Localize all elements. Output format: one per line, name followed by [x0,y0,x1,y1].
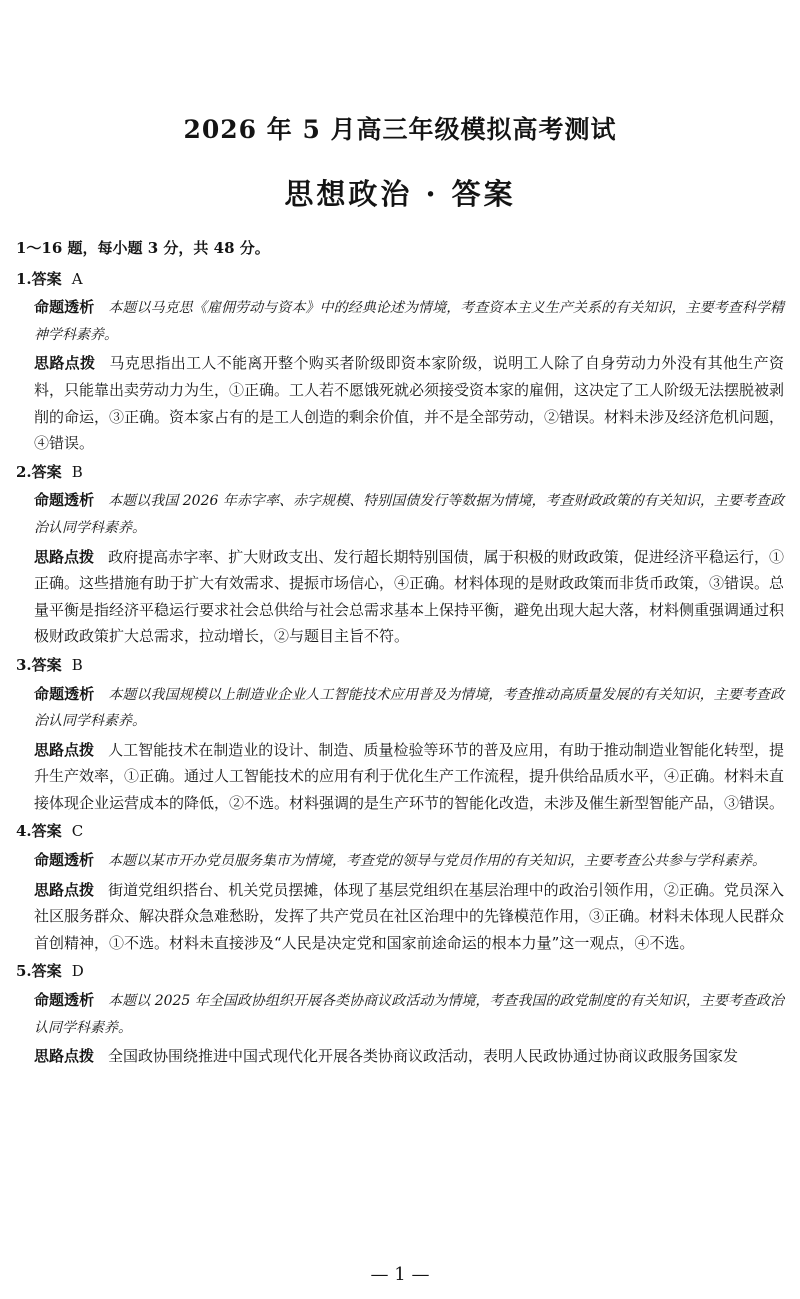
analysis-paragraph [34,847,784,875]
hint-text: 政府提高赤字率、扩大财政支出、发行超长期特别国债，属于积极的财政政策，促进经济平稳运行，①正确。这些措施有助于扩大有效需求、提振市场信心，④正确。材料体现的是财政政策而非货币政策，③错误。总量平衡是指经济平稳运行要求社会总供给与社会总需求基本上保持平衡，避免出现大起大落，材料侧重强调通过积极财政政策扩大总需求，拉动增长，②与题目主旨不符。 [34,547,785,646]
answer-label: 答案 [31,822,62,841]
question-header [16,958,784,985]
analysis-text: 本题以马克思《雇佣劳动与资本》中的经典论述为情境，考查资本主义生产关系的有关知识，主要考查科学精神学科素养。 [34,300,784,343]
hint-label: 思路点拨 [34,547,95,566]
analysis-paragraph [34,987,784,1041]
hint-label: 思路点拨 [34,740,95,759]
answer-letter: B [71,655,83,674]
answer-label: 答案 [31,962,62,981]
analysis-paragraph [34,294,784,348]
analysis-paragraph [34,487,784,541]
answer-label: 答案 [31,269,62,288]
hint-paragraph [34,544,784,650]
answer-letter: A [71,269,83,288]
answer-letter: D [71,962,84,981]
analysis-text: 本题以我国规模以上制造业企业人工智能技术应用普及为情境，考查推动高质量发展的有关知识，主要考查政治认同学科素养。 [34,686,784,730]
page-number: — 1 — [370,1264,430,1285]
question-number: 5. [16,962,32,981]
analysis-label: 命题透析 [34,298,95,317]
answer-letter: B [71,462,83,481]
instruction: 1～16 题，每小题 3 分，共 48 分。 [16,239,270,257]
hint-text: 街道党组织搭台、机关党员摆摊，体现了基层党组织在基层治理中的政治引领作用，②正确。党员深入社区服务群众、解决群众急难愁盼，发挥了共产党员在社区治理中的先锋模范作用，③正确。材料未体现人民群众首创精神，①不选。材料未直接涉及“人民是决定党和国家前途命运的根本力量”这一观点，④不选。 [34,880,785,952]
question-header [16,652,784,679]
hint-paragraph [34,1043,784,1070]
question-4 [16,818,784,956]
hint-paragraph [34,350,784,456]
analysis-text: 本题以 2025 年全国政协组织开展各类协商议政活动为情境，考查我国的政党制度的有关知识，主要考查政治认同学科素养。 [34,993,784,1036]
answer-letter: C [71,822,84,841]
answer-label: 答案 [31,655,62,674]
document-subtitle: 思想政治 · 答案 [284,177,516,211]
analysis-text: 本题以某市开办党员服务集市为情境，考查党的领导与党员作用的有关知识，主要考查公共参与学科素养。 [108,853,767,870]
hint-text: 全国政协围绕推进中国式现代化开展各类协商议政活动，表明人民政协通过协商议政服务国家发 [108,1047,739,1066]
answer-label: 答案 [31,462,62,481]
hint-paragraph [34,877,784,957]
hint-paragraph [34,737,784,817]
analysis-label: 命题透析 [34,851,95,870]
question-header [16,459,784,486]
analysis-paragraph [34,681,784,735]
question-3 [16,652,784,817]
document-title: 2026 年 5 月高三年级模拟高考测试 [183,115,617,144]
analysis-label: 命题透析 [34,684,95,703]
question-header [16,818,784,845]
question-5 [16,958,784,1069]
question-header [16,266,784,293]
hint-text: 马克思指出工人不能离开整个购买者阶级即资本家阶级，说明工人除了自身劳动力外没有其他生产资料，只能靠出卖劳动力为生，①正确。工人若不愿饿死就必须接受资本家的雇佣，这决定了工人阶级无法摆脱被剥削的命运，③正确。资本家占有的是工人创造的剩余价值，并不是全部劳动，②错误。材料未涉及经济危机问题，④错误。 [34,354,785,453]
hint-label: 思路点拨 [34,880,95,899]
question-2 [16,459,784,650]
analysis-label: 命题透析 [34,991,95,1010]
question-number: 2. [16,462,32,481]
analysis-label: 命题透析 [34,491,95,510]
hint-label: 思路点拨 [34,1047,95,1066]
answer-content [16,235,784,1070]
question-1 [16,266,784,457]
analysis-text: 本题以我国 2026 年赤字率、赤字规模、特别国债发行等数据为情境，考查财政政策的有关知识，主要考查政治认同学科素养。 [34,493,784,536]
question-number: 3. [16,655,32,674]
hint-text: 人工智能技术在制造业的设计、制造、质量检验等环节的普及应用，有助于推动制造业智能化转型，提升生产效率，①正确。通过人工智能技术的应用有利于优化生产工作流程，提升供给品质水平，④正确。材料未直接体现企业运营成本的降低，②不选。材料强调的是生产环节的智能化改造，未涉及催生新型智能产品，③错误。 [34,740,785,812]
question-number: 4. [16,822,32,841]
hint-label: 思路点拨 [34,354,96,373]
question-number: 1. [16,269,32,288]
